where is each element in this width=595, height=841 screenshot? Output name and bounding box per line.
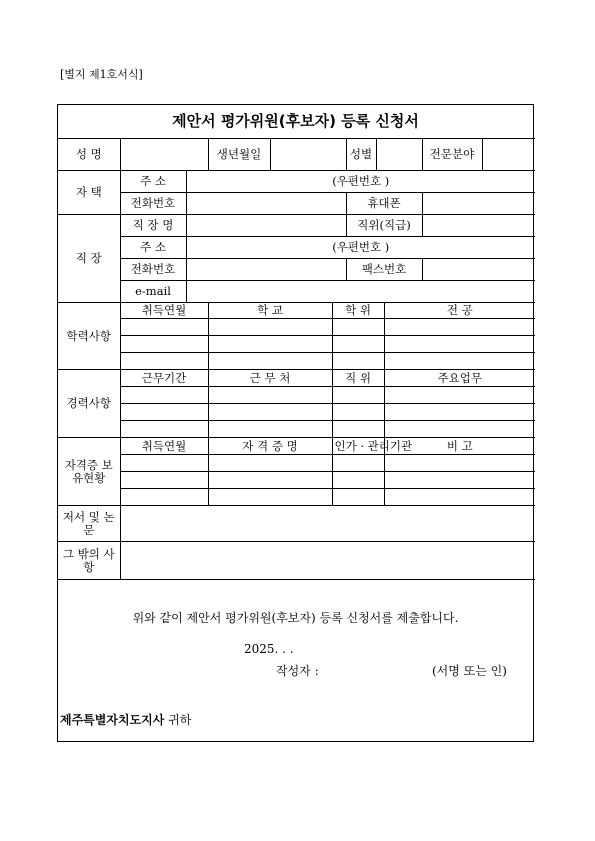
name-field[interactable] [120,139,208,171]
writer-label: 작성자 : [276,664,319,678]
career-header-row [58,370,535,387]
career-section-label: 경력사항 [58,370,120,438]
field-field[interactable] [482,139,535,171]
career-cell[interactable] [384,387,535,404]
addressee-name: 제주특별자치도지사 [60,713,165,727]
publications-label: 저서 및 논문 [58,506,120,542]
education-header: 학 교 [208,303,332,319]
certificate-row [58,455,535,472]
home-postal-label: (우편번호 ) [332,174,390,189]
education-header: 전 공 [384,303,535,319]
honorific: 귀하 [168,713,192,727]
signature-label[interactable]: (서명 또는 인) [432,664,507,678]
career-cell[interactable] [332,421,384,438]
career-cell[interactable] [208,404,332,421]
home-phone-field[interactable] [186,193,346,215]
work-phone-field[interactable] [186,259,346,281]
education-header-row [58,303,535,319]
career-cell[interactable] [384,421,535,438]
education-cell[interactable] [120,319,208,336]
home-phone-row [58,193,535,215]
work-address-field[interactable] [186,237,535,259]
certificate-cell[interactable] [120,455,208,472]
gender-label: 성별 [346,139,376,171]
certificate-cell[interactable] [120,489,208,506]
certificate-cell[interactable] [332,489,384,506]
other-row [58,542,535,580]
certificate-cell[interactable] [208,489,332,506]
career-cell[interactable] [120,387,208,404]
home-address-label: 주 소 [120,171,186,193]
work-address-row [58,237,535,259]
education-header: 취득연월 [120,303,208,319]
fax-field[interactable] [422,259,535,281]
application-form [57,104,534,742]
certificate-cell[interactable] [208,455,332,472]
career-row [58,404,535,421]
declaration-text: 위와 같이 제안서 평가위원(후보자) 등록 신청서를 제출합니다. [132,611,459,625]
form-number-label: [별지 제1호서식] [60,68,143,81]
company-label: 직 장 명 [120,215,186,237]
education-section-label: 학력사항 [58,303,120,370]
career-cell[interactable] [208,421,332,438]
email-field[interactable] [186,281,535,303]
certificate-cell[interactable] [384,472,535,489]
career-cell[interactable] [332,387,384,404]
gender-field[interactable] [376,139,422,171]
education-cell[interactable] [384,353,535,370]
home-address-row [58,171,535,193]
education-cell[interactable] [384,336,535,353]
certificate-cell[interactable] [384,455,535,472]
birth-field[interactable] [270,139,346,171]
addressee [60,711,191,728]
certificate-section-label: 자격증 보유현황 [58,438,120,506]
certificate-row [58,472,535,489]
certificate-header: 취득연월 [120,438,208,455]
certificate-header: 자 격 증 명 [208,438,332,455]
education-cell[interactable] [208,336,332,353]
career-header: 직 위 [332,370,384,387]
career-cell[interactable] [384,404,535,421]
application-table [58,138,535,580]
work-company-row [58,215,535,237]
career-cell[interactable] [120,421,208,438]
education-cell[interactable] [332,353,384,370]
form-title: 제안서 평가위원(후보자) 등록 신청서 [172,112,419,130]
education-row [58,319,535,336]
education-row [58,336,535,353]
education-cell[interactable] [208,353,332,370]
career-cell[interactable] [208,387,332,404]
career-header: 근 무 처 [208,370,332,387]
email-label: e-mail [120,281,186,303]
certificate-cell[interactable] [332,472,384,489]
name-label: 성 명 [58,139,120,171]
declaration-section [58,595,533,741]
education-cell[interactable] [120,336,208,353]
mobile-field[interactable] [422,193,535,215]
mobile-label: 휴대폰 [346,193,422,215]
work-postal-label: (우편번호 ) [332,240,390,255]
other-field[interactable] [120,542,535,580]
education-cell[interactable] [332,336,384,353]
work-section-label: 직 장 [58,215,120,303]
publications-field[interactable] [120,506,535,542]
certificate-header: 비 고 [384,438,535,455]
company-field[interactable] [186,215,346,237]
career-header: 주요업무 [384,370,535,387]
home-address-field[interactable] [186,171,535,193]
education-cell[interactable] [384,319,535,336]
fax-label: 팩스번호 [346,259,422,281]
education-cell[interactable] [332,319,384,336]
work-phone-label: 전화번호 [120,259,186,281]
career-cell[interactable] [332,404,384,421]
certificate-cell[interactable] [384,489,535,506]
education-cell[interactable] [120,353,208,370]
other-label: 그 밖의 사항 [58,542,120,580]
work-address-label: 주 소 [120,237,186,259]
home-phone-label: 전화번호 [120,193,186,215]
home-section-label: 자 택 [58,171,120,215]
certificate-row [58,489,535,506]
birth-label: 생년월일 [208,139,270,171]
publications-row [58,506,535,542]
submission-date[interactable]: 2025. . . [244,642,294,656]
work-email-row [58,281,535,303]
career-row [58,387,535,404]
certificate-cell[interactable] [120,472,208,489]
certificate-cell[interactable] [332,455,384,472]
career-header: 근무기간 [120,370,208,387]
certificate-header-row [58,438,535,455]
basic-info-row [58,139,535,171]
education-header: 학 위 [332,303,384,319]
career-cell[interactable] [120,404,208,421]
field-label: 전문분야 [422,139,482,171]
work-phone-row [58,259,535,281]
certificate-cell[interactable] [208,472,332,489]
position-label: 직위(직급) [346,215,422,237]
position-field[interactable] [422,215,535,237]
education-row [58,353,535,370]
education-cell[interactable] [208,319,332,336]
career-row [58,421,535,438]
certificate-header: 인가 · 관리기관 [332,438,384,455]
